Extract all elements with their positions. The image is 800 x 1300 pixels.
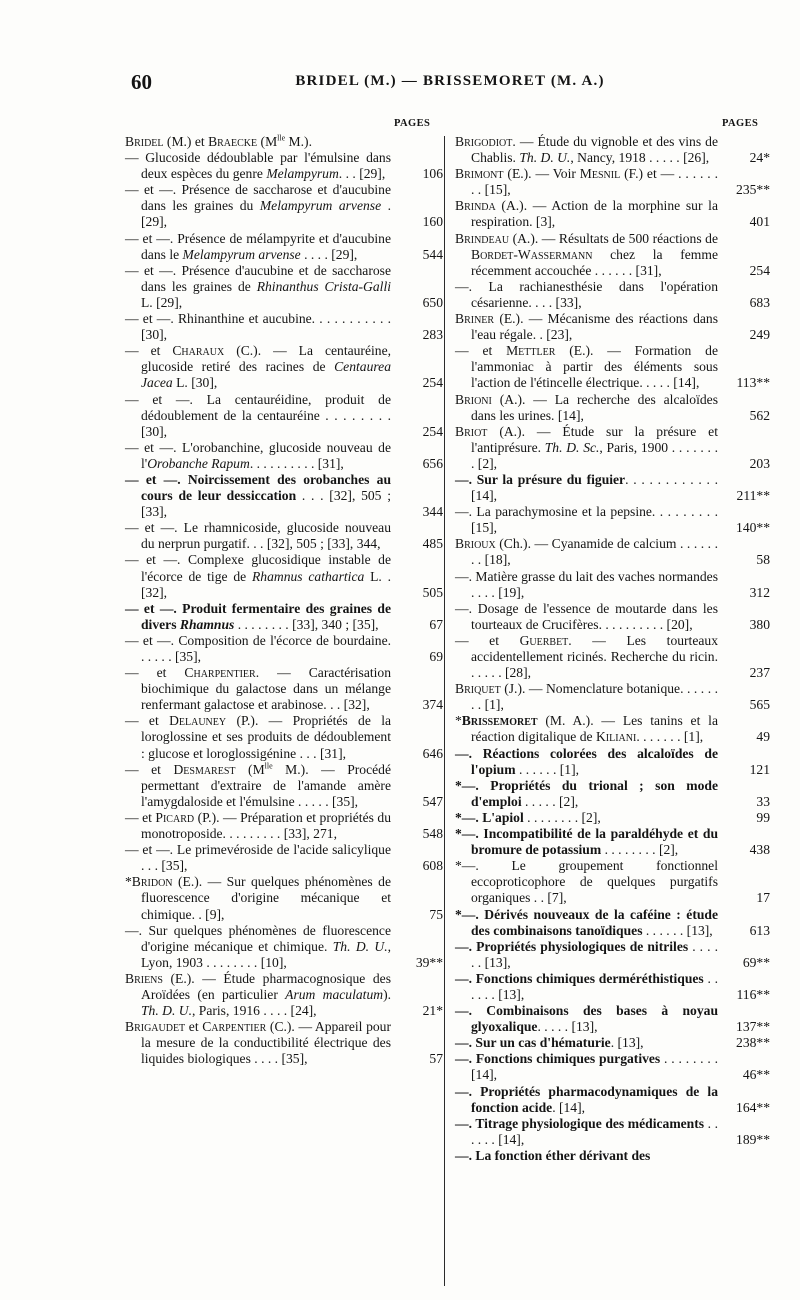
entry-segment: — et	[125, 761, 174, 777]
entry-page-number: 254	[749, 262, 770, 278]
entry-segment: Brissemoret	[461, 713, 538, 729]
entry-page-number: 99	[756, 809, 770, 825]
entry-segment: *—.	[455, 777, 491, 793]
entry-segment: —. Sur quelques phénomènes de fluorescence d'origine mécanique et chimique.	[125, 922, 391, 954]
index-entry	[125, 440, 443, 472]
entry-segment: Charaux	[172, 343, 225, 359]
entry-segment: . [14],	[552, 1099, 586, 1115]
entry-segment: , Lyon, 1903 . . . . . . . . [10],	[141, 938, 392, 970]
entry-page-number: 249	[749, 327, 770, 343]
entry-segment: —.	[455, 471, 477, 487]
entry-segment: (A.). — Étude sur la présure et l'antiprésure.	[471, 423, 718, 455]
entry-page-number: 58	[756, 552, 770, 568]
index-entry	[125, 874, 443, 922]
entry-page-number: 283	[422, 327, 443, 343]
entry-segment: — et —. La centauréidine, produit de dédoublement de la centauréine . . . . . . . . [30],	[125, 391, 391, 439]
index-entry	[455, 601, 770, 633]
entry-segment: (A.). — La recherche des alcaloïdes dans les urines. [14],	[471, 391, 718, 423]
entry-segment: —. Matière grasse du lait des vaches normandes . . . . [19],	[455, 568, 718, 600]
index-entry	[455, 713, 770, 745]
entry-segment: Braecke	[208, 134, 258, 149]
entry-segment: (E.). — Formation de l'ammoniac à partir des éléments sous l'action de l'étincelle électrique. . . . . [14],	[471, 343, 718, 391]
entry-page-number: 254	[422, 423, 443, 439]
entry-segment: Incompatibilité de la paraldéhyde et du bromure de potassium	[471, 826, 719, 858]
entry-segment: Sur un cas d'hématurie	[475, 1035, 611, 1051]
entry-text	[125, 134, 443, 150]
entry-segment: . . . . . . [13],	[471, 970, 719, 1002]
entry-segment: Briquet	[455, 681, 501, 697]
entry-page-number: 683	[749, 294, 770, 310]
entry-segment: . [13],	[610, 1035, 644, 1051]
entry-segment: chez la femme récemment accouchée . . . . . . [31],	[471, 246, 718, 278]
entry-segment: —.	[455, 1051, 476, 1067]
entry-segment: (M. A.). — Les tanins et la réaction digitalique de	[471, 713, 718, 745]
entry-segment: — et	[455, 632, 520, 648]
entry-segment: Noircissement des orobanches au cours de leur dessiccation	[141, 471, 392, 504]
index-entry	[455, 1003, 770, 1035]
index-entry	[455, 343, 770, 391]
entry-segment: . . . . . . [13],	[642, 922, 713, 938]
entry-page-number: 544	[422, 246, 443, 262]
entry-segment: (C.). — La centauréine, glucoside retiré des racines de	[141, 343, 392, 375]
entry-segment: Kiliani	[595, 729, 637, 745]
entry-segment: —. La rachianesthésie dans l'opération césarienne. . . . [33],	[455, 278, 718, 310]
entry-segment: — et	[455, 343, 507, 359]
index-entry	[455, 134, 770, 166]
entry-segment: —.	[455, 1003, 487, 1019]
index-entry	[125, 601, 443, 633]
index-entry	[125, 923, 443, 971]
entry-page-number: 24*	[749, 150, 770, 166]
entry-page-number: 235**	[736, 182, 770, 198]
index-entry	[455, 166, 770, 198]
entry-segment: Mesnil	[579, 166, 621, 182]
entry-segment: Th. D. Sc.	[544, 439, 600, 455]
entry-segment: — et —. L'orobanchine, glucoside nouveau de l'	[125, 439, 391, 471]
entry-segment: L. [30],	[172, 375, 218, 391]
entry-page-number: 565	[749, 697, 770, 713]
entry-segment: . — Les tourteaux accidentellement ricinés. Recherche du ricin. . . . . . [28],	[471, 632, 718, 681]
entry-segment: . . . . . [2],	[521, 793, 579, 809]
left-column	[125, 134, 443, 1067]
entry-segment: Orobanche Rapum	[147, 455, 250, 471]
entry-page-number: 140**	[736, 520, 770, 536]
index-entry	[125, 633, 443, 665]
index-entry	[125, 150, 443, 182]
index-entry	[455, 971, 770, 1003]
entry-page-number: 46**	[742, 1067, 770, 1083]
entry-segment: Picard	[155, 809, 195, 825]
entry-segment: Propriétés pharmacodynamiques de la fonction acide	[471, 1083, 718, 1115]
entry-segment: (E.). — Étude pharmacognosique des Aroïdées (en particulier	[141, 970, 391, 1002]
entry-segment: (E.). — Sur quelques phénomènes de fluorescence d'origine mécanique et chimique. . [9],	[141, 874, 391, 922]
entry-page-number: 254	[422, 375, 443, 391]
entry-segment: Réactions colorées des alcaloïdes de l'opium	[471, 745, 718, 777]
entry-segment: . . . . . . . . [2],	[523, 809, 601, 825]
entry-segment: . . . . . [13],	[537, 1019, 598, 1035]
index-entry	[455, 504, 770, 536]
entry-segment: Th. D. U.	[141, 1003, 192, 1019]
index-entry	[125, 231, 443, 263]
entry-text	[455, 1148, 770, 1164]
entry-page-number: 113**	[736, 375, 770, 391]
entry-segment: Bordet-Wassermann	[471, 246, 593, 262]
entry-segment: *—. Le groupement fonctionnel eccoproticophore de quelques purgatifs organiques . . [7],	[455, 858, 718, 906]
index-entry	[125, 810, 443, 842]
entry-segment: (F.) et — . . . . . . . . [15],	[471, 166, 718, 198]
entry-segment: . . . . . . [13],	[471, 938, 718, 970]
index-entry	[455, 826, 770, 858]
entry-segment: . . . . . . . [1],	[636, 729, 704, 745]
index-entry	[125, 392, 443, 440]
entry-segment: Propriétés du trional ; son mode d'emploi	[471, 777, 719, 809]
entry-page-number: 380	[749, 616, 770, 632]
entry-segment: Fonctions chimiques derméréthistiques	[475, 970, 704, 986]
entry-segment: *—.	[455, 906, 485, 922]
entry-segment: — et —. Le primevéroside de l'acide salicylique . . . [35],	[125, 842, 391, 874]
entry-segment: — et	[125, 713, 170, 729]
entry-segment: Rhinanthus Crista-Galli	[256, 278, 391, 294]
index-entry	[125, 762, 443, 810]
index-entry	[125, 472, 443, 520]
entry-segment: — et —. Composition de l'écorce de bourdaine. . . . . . [35],	[125, 632, 391, 664]
index-entry	[455, 536, 770, 568]
entry-segment: Briner	[455, 311, 495, 327]
entry-segment: Produit fermentaire des graines de divers	[141, 600, 392, 632]
index-entry	[455, 231, 770, 279]
entry-page-number: 646	[422, 745, 443, 761]
entry-segment: —.	[455, 938, 477, 954]
entry-page-number: 548	[422, 826, 443, 842]
entry-segment: —. La parachymosine et la pepsine. . . . . . . . . [15],	[455, 504, 718, 536]
entry-segment: . . . . . . [1],	[515, 761, 580, 777]
page-number: 60	[131, 70, 152, 94]
entry-segment: Delauney	[169, 713, 227, 729]
entry-segment: (Ch.). — Cyanamide de calcium . . . . . . . . [18],	[471, 536, 718, 568]
entry-segment: Brindeau	[455, 230, 510, 246]
entry-segment: — et —. Complexe glucosidique instable de l'écorce de tige de	[125, 552, 391, 584]
entry-segment: —.	[455, 1035, 476, 1051]
entry-segment: —.	[455, 1083, 481, 1099]
entry-page-number: 189**	[736, 1131, 770, 1147]
entry-segment: Arum maculatum	[285, 986, 384, 1002]
entry-page-number: 374	[422, 697, 443, 713]
index-entry	[455, 1035, 770, 1051]
entry-page-number: 203	[749, 455, 770, 471]
entry-segment: —.	[455, 745, 483, 761]
entry-segment: — et	[125, 809, 156, 825]
entry-segment: — et —. Présence d'aucubine et de saccharose dans les graines de	[125, 262, 391, 294]
index-entry	[455, 810, 770, 826]
pages-column-label-left: PAGES	[394, 118, 431, 129]
entry-segment: Melampyrum arvense	[259, 198, 382, 214]
index-entry	[125, 182, 443, 230]
entry-segment: (P.). — Préparation et propriétés du monotroposide. . . . . . . . . [33], 271,	[141, 809, 391, 842]
index-entry	[125, 343, 443, 391]
entry-segment: . — Caractérisation biochimique du galactose dans un mélange renfermant galactose et arabinose. . . [32],	[141, 665, 391, 713]
entry-segment: M.). — Procédé permettant d'extraire de l'amande amère l'amygdaloside et l'émulsine . . . . . [35],	[141, 761, 392, 809]
index-entry	[455, 472, 770, 504]
entry-segment: . . . . . . . . [2],	[601, 842, 679, 858]
entry-segment: . . . . . . [14],	[471, 1115, 718, 1147]
index-entry	[455, 746, 770, 778]
index-entry	[125, 134, 443, 150]
entry-page-number: 562	[749, 407, 770, 423]
entry-segment: —. Dosage de l'essence de moutarde dans les tourteaux de Crucifères. . . . . . . . . . [20],	[455, 600, 718, 632]
index-entry	[455, 858, 770, 906]
entry-page-number: 121	[749, 761, 770, 777]
entry-segment: , Paris, 1916 . . . . [24],	[191, 1003, 317, 1019]
column-divider	[444, 136, 445, 1286]
entry-page-number: 438	[749, 842, 770, 858]
entry-segment: . — Étude du vignoble et des vins de Chablis.	[471, 134, 718, 166]
entry-segment: , Nancy, 1918 . . . . . [26],	[570, 150, 710, 166]
index-entry	[455, 633, 770, 681]
entry-segment: Rhamnus cathartica	[251, 568, 365, 584]
entry-segment: Brinda	[455, 198, 496, 214]
entry-page-number: 69	[429, 649, 443, 664]
entry-page-number: 106	[422, 166, 443, 182]
entry-segment: Titrage physiologique des médicaments	[475, 1115, 705, 1131]
entry-segment: Rhamnus	[179, 616, 235, 632]
entry-segment: — et —. Présence de mélampyrite et d'aucubine dans le	[125, 230, 391, 262]
entry-segment: Combinaisons des bases à noyau glyoxalique	[471, 1003, 718, 1035]
index-entry	[125, 713, 443, 761]
entry-segment: Carpentier	[202, 1019, 267, 1035]
entry-segment: (C.). — Appareil pour la mesure de la conductibilité électrique des liquides biologiques . . . . [35],	[141, 1019, 391, 1067]
entry-page-number: 613	[749, 922, 770, 938]
index-entry	[455, 907, 770, 939]
entry-segment: (E.). — Mécanisme des réactions dans l'eau régale. . [23],	[471, 311, 718, 343]
entry-segment: Fonctions chimiques purgatives	[475, 1051, 661, 1067]
entry-page-number: 237	[749, 665, 770, 681]
entry-segment: (E.). — Voir	[503, 166, 580, 182]
entry-page-number: 39**	[415, 954, 443, 970]
entry-page-number: 49	[756, 729, 770, 745]
index-entry	[455, 569, 770, 601]
entry-page-number: 75	[429, 906, 443, 922]
index-entry	[455, 1051, 770, 1083]
entry-segment: . [29],	[141, 198, 392, 230]
entry-page-number: 21*	[422, 1003, 443, 1019]
entry-segment: *—.	[455, 809, 483, 825]
entry-page-number: 116**	[736, 986, 770, 1002]
index-entry	[125, 842, 443, 874]
entry-page-number: 401	[749, 214, 770, 230]
right-column	[455, 134, 770, 1164]
entry-page-number: 164**	[736, 1099, 770, 1115]
entry-segment: *	[455, 713, 462, 729]
entry-segment: Propriétés physiologiques de nitriles	[476, 938, 689, 954]
entry-segment: — et —. Rhinanthine et aucubine. . . . . . . . . . . [30],	[125, 311, 391, 343]
entry-segment: (M.) et	[163, 134, 209, 149]
entry-segment: , Paris, 1900 . . . . . . . . [2],	[471, 439, 718, 471]
entry-segment: Guerbet	[519, 632, 569, 648]
entry-segment: Desmarest	[173, 761, 236, 777]
entry-segment: . . . . . . . . [14],	[471, 1051, 719, 1083]
entry-segment: (J.). — Nomenclature botanique. . . . . . . . [1],	[471, 681, 718, 713]
entry-segment: Th. D. U.	[519, 150, 571, 166]
entry-segment: (M	[235, 761, 265, 777]
entry-page-number: 485	[422, 536, 443, 552]
entry-segment: Brioux	[455, 536, 496, 552]
entry-page-number: 505	[422, 584, 443, 600]
entry-segment: Brioni	[455, 391, 492, 407]
entry-page-number: 69**	[742, 954, 770, 970]
entry-segment: lle	[277, 133, 286, 143]
entry-page-number: 33	[756, 793, 770, 809]
entry-segment: (M	[257, 134, 278, 149]
entry-page-number: 238**	[736, 1035, 770, 1051]
index-entry	[125, 665, 443, 713]
entry-segment: (A.). — Résultats de 500 réactions de	[509, 230, 718, 246]
entry-segment: Brimont	[455, 166, 504, 182]
entry-segment: — et	[125, 343, 173, 359]
entry-segment: Brigodiot	[455, 134, 513, 149]
entry-segment: L. . [32],	[141, 568, 392, 600]
entry-segment: —.	[455, 1115, 476, 1131]
entry-segment: — Glucoside dédoublable par l'émulsine dans deux espèces du genre	[125, 150, 391, 182]
index-entry	[125, 263, 443, 311]
entry-segment: . . . [29],	[338, 166, 386, 182]
entry-page-number: 656	[422, 455, 443, 471]
entry-page-number: 67	[429, 616, 443, 632]
entry-segment: . . . . [29],	[300, 246, 358, 262]
entry-segment: — et —. Présence de saccharose et d'aucubine dans les graines du	[125, 182, 391, 214]
entry-page-number: 160	[422, 214, 443, 230]
index-entry	[455, 279, 770, 311]
entry-segment: . . . [32], 505 ; [33],	[141, 488, 391, 520]
index-entry	[455, 198, 770, 230]
entry-page-number: 211**	[736, 488, 770, 504]
entry-segment: L'apiol	[482, 809, 524, 825]
entry-segment: Melampyrum	[266, 166, 339, 182]
entry-segment: Brigaudet	[125, 1019, 186, 1035]
index-entry	[455, 778, 770, 810]
index-entry	[455, 424, 770, 472]
running-header: BRIDEL (M.) — BRISSEMORET (M. A.)	[295, 73, 605, 89]
index-entry	[455, 1116, 770, 1148]
entry-segment: Melampyrum arvense	[182, 246, 301, 262]
entry-segment: Charpentier	[184, 665, 256, 681]
entry-segment: *—.	[455, 826, 484, 842]
entry-segment: — et —.	[125, 471, 188, 487]
entry-segment: Mettler	[506, 343, 556, 359]
entry-segment: ).	[383, 986, 391, 1002]
entry-segment: M.).	[285, 134, 312, 149]
entry-segment: — et	[125, 665, 185, 681]
entry-segment: lle	[264, 761, 273, 771]
entry-segment: . . . . . . . . . . . . [14],	[471, 471, 718, 504]
entry-page-number: 312	[749, 584, 770, 600]
entry-page-number: 137**	[736, 1019, 770, 1035]
pages-column-label-right: PAGES	[722, 118, 759, 129]
entry-segment: Bridel	[125, 134, 164, 149]
index-entry	[125, 552, 443, 600]
entry-segment: Centaurea Jacea	[141, 359, 391, 391]
entry-segment: Briens	[125, 970, 163, 986]
entry-page-number: 547	[422, 793, 443, 809]
entry-page-number: 57	[429, 1051, 443, 1067]
entry-segment: . . . . . . . . [33], 340 ; [35],	[234, 616, 379, 632]
index-entry	[455, 1148, 770, 1164]
index-entry	[125, 971, 443, 1019]
entry-page-number: 17	[756, 890, 770, 906]
entry-segment: L. [29],	[141, 294, 183, 310]
entry-page-number: 650	[422, 294, 443, 310]
entry-segment: —.	[455, 1147, 476, 1163]
entry-page-number: 608	[422, 858, 443, 874]
entry-segment: . . . . . . . . . . [31],	[249, 455, 344, 471]
entry-segment: La fonction éther dérivant des	[475, 1147, 651, 1163]
index-entry	[125, 311, 443, 343]
index-entry	[455, 311, 770, 343]
index-entry	[125, 520, 443, 552]
entry-segment: — et —. Le rhamnicoside, glucoside nouveau du nerprun purgatif. . . [32], 505 ; [33], 344,	[125, 520, 391, 552]
entry-segment: — et —.	[125, 600, 183, 616]
index-entry	[125, 1019, 443, 1067]
index-entry	[455, 681, 770, 713]
entry-segment: Th. D. U.	[332, 938, 388, 954]
entry-segment: Briot	[455, 423, 488, 439]
entry-segment: *	[125, 874, 132, 890]
index-entry	[455, 939, 770, 971]
entry-segment: Bridon	[131, 874, 173, 890]
entry-segment: Sur la présure du figuier	[476, 471, 626, 487]
index-entry	[455, 392, 770, 424]
entry-segment: —.	[455, 970, 476, 986]
entry-segment: (P.). — Propriétés de la loroglossine et ses produits de dédoublement : glucose et loroglossigénine . . . [31],	[141, 713, 392, 761]
entry-segment: et	[185, 1019, 203, 1035]
entry-page-number: 344	[422, 504, 443, 520]
entry-segment: Dérivés nouveaux de la caféine : étude des combinaisons tanoïdiques	[471, 906, 719, 938]
index-entry	[455, 1084, 770, 1116]
entry-segment: (A.). — Action de la morphine sur la respiration. [3],	[471, 198, 718, 230]
